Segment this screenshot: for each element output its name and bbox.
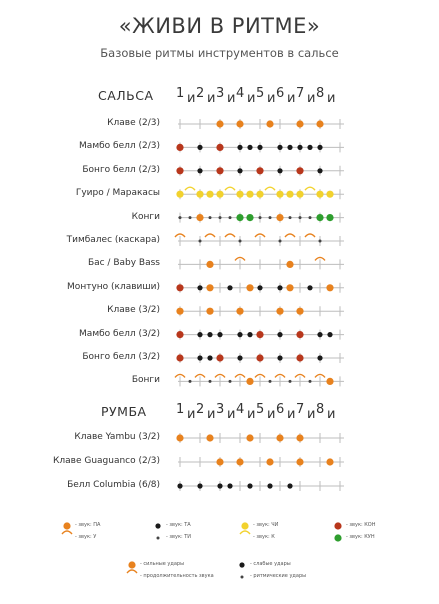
mark-ti: [219, 216, 222, 219]
mark-pa: [326, 458, 333, 465]
legend-pa: - звук: ПА: [75, 522, 101, 528]
beat-number: 5: [256, 86, 265, 101]
mark-pa: [316, 120, 323, 127]
mark-ti: [279, 240, 282, 243]
mark-ta: [247, 145, 252, 150]
row-label: Монтуно (клавиши): [67, 281, 160, 292]
legend-kun: - звук: КУН: [346, 534, 375, 540]
mark-ta: [197, 145, 202, 150]
mark-ta: [237, 355, 242, 360]
mark-ti: [259, 216, 262, 219]
mark-kon: [216, 144, 223, 151]
mark-ti: [241, 576, 244, 579]
mark-kon: [256, 167, 263, 174]
mark-ta: [257, 145, 262, 150]
beat-number: 1: [176, 402, 185, 417]
row-label: Клаве (2/3): [107, 118, 160, 128]
beat-number: 4: [236, 402, 245, 417]
mark-pa: [246, 434, 253, 441]
legend-chi: - звук: ЧИ: [253, 522, 279, 528]
mark-pa: [286, 284, 293, 291]
mark-kon: [256, 331, 263, 338]
beat-number: 5: [256, 402, 265, 417]
section-title-rumba: РУМБА: [101, 404, 147, 419]
mark-ta: [237, 168, 242, 173]
mark-chi: [246, 191, 253, 198]
row-label: Мамбо белл (2/3): [79, 141, 160, 152]
mark-ta: [217, 332, 222, 337]
mark-kon: [176, 284, 183, 291]
mark-ti: [289, 380, 292, 383]
beat-number: 1: [176, 86, 185, 101]
beat-and: и: [287, 407, 296, 422]
beat-and: и: [227, 407, 236, 422]
mark-pa: [276, 434, 283, 441]
mark-ta: [227, 285, 232, 290]
mark-ta: [317, 332, 322, 337]
mark-pa: [216, 120, 223, 127]
mark-k: [225, 187, 235, 190]
beat-and: и: [287, 91, 296, 106]
mark-ta: [239, 562, 244, 567]
mark-ta: [317, 168, 322, 173]
mark-ta: [317, 355, 322, 360]
mark-pa: [296, 308, 303, 315]
mark-chi: [216, 191, 223, 198]
legend-ta: - звук: ТА: [166, 522, 191, 528]
legend-rhythmic: - ритмические удары: [250, 573, 307, 579]
mark-ta: [247, 332, 252, 337]
mark-ta: [155, 523, 160, 528]
mark-chi: [236, 191, 243, 198]
page-title: «ЖИВИ В РИТМЕ»: [118, 14, 321, 38]
mark-ta: [277, 168, 282, 173]
mark-u: [305, 234, 315, 237]
mark-ta: [197, 355, 202, 360]
mark-k: [240, 531, 250, 534]
row-label: Тимбалес (каскара): [66, 235, 160, 245]
beat-number: 4: [236, 86, 245, 101]
beat-number: 8: [316, 402, 325, 417]
mark-pa: [176, 308, 183, 315]
mark-ta: [307, 145, 312, 150]
mark-ta: [287, 145, 292, 150]
mark-pa: [296, 458, 303, 465]
row-label: Клаве (3/2): [107, 305, 160, 316]
mark-chi: [256, 191, 263, 198]
mark-ta: [227, 483, 232, 488]
beat-number: 6: [276, 402, 285, 417]
mark-u: [285, 234, 295, 237]
legend-duration: - продолжительность звука: [140, 573, 214, 579]
mark-kon: [176, 354, 183, 361]
mark-pa: [206, 308, 213, 315]
row-label: Бонго белл (2/3): [82, 164, 160, 175]
beat-number: 7: [296, 86, 305, 101]
mark-ti: [189, 216, 192, 219]
mark-kon: [334, 522, 341, 529]
beat-and: и: [207, 407, 216, 422]
mark-pa: [128, 561, 135, 568]
mark-chi: [206, 191, 213, 198]
row-label: Клаве Yambu (3/2): [74, 432, 160, 442]
mark-ta: [207, 332, 212, 337]
mark-pa: [326, 378, 333, 385]
mark-ti: [179, 216, 182, 219]
mark-ti: [289, 216, 292, 219]
mark-ti: [199, 240, 202, 243]
beat-number: 8: [316, 86, 325, 101]
beat-and: и: [267, 91, 276, 106]
mark-chi: [196, 191, 203, 198]
mark-kon: [296, 331, 303, 338]
legend-u: - звук: У: [75, 534, 97, 540]
mark-pa: [196, 214, 203, 221]
beat-number: 3: [216, 86, 225, 101]
mark-ta: [277, 145, 282, 150]
mark-chi: [241, 522, 248, 529]
mark-pa: [276, 214, 283, 221]
beat-number: 3: [216, 402, 225, 417]
mark-pa: [206, 284, 213, 291]
beat-and: и: [207, 91, 216, 106]
legend-kon: - звук: КОН: [346, 522, 376, 528]
mark-u: [225, 234, 235, 237]
mark-ta: [287, 483, 292, 488]
mark-ta: [267, 483, 272, 488]
mark-chi: [296, 191, 303, 198]
mark-kon: [216, 354, 223, 361]
mark-kon: [256, 354, 263, 361]
mark-ti: [319, 240, 322, 243]
legend-ti: - звук: ТИ: [166, 534, 192, 540]
row-label: Бонги: [131, 375, 160, 386]
legend-weak: - слабые удары: [250, 561, 291, 567]
mark-u: [205, 234, 215, 237]
beat-and: и: [247, 91, 256, 106]
mark-ta: [237, 332, 242, 337]
mark-ti: [299, 216, 302, 219]
row-label: Бонго белл (3/2): [82, 352, 160, 362]
page-subtitle: Базовые ритмы инструментов в сальсе: [100, 46, 339, 60]
mark-ta: [317, 145, 322, 150]
beat-and: и: [307, 91, 316, 106]
beat-number: 6: [276, 86, 285, 101]
mark-pa: [246, 378, 253, 385]
mark-kon: [296, 167, 303, 174]
mark-pa: [236, 120, 243, 127]
mark-ta: [177, 483, 182, 488]
mark-kun: [326, 214, 333, 221]
beat-and: и: [307, 407, 316, 422]
mark-ta: [237, 145, 242, 150]
mark-ta: [277, 285, 282, 290]
mark-ti: [269, 216, 272, 219]
row-label: Мамбо белл (3/2): [79, 328, 160, 339]
beat-number: 2: [196, 86, 205, 101]
mark-ti: [229, 380, 232, 383]
mark-ti: [309, 380, 312, 383]
mark-u: [127, 570, 137, 573]
mark-pa: [276, 308, 283, 315]
mark-pa: [206, 434, 213, 441]
mark-kon: [216, 167, 223, 174]
beat-and: и: [267, 407, 276, 422]
mark-pa: [246, 284, 253, 291]
row-label: Бас / Baby Bass: [87, 258, 160, 269]
mark-ti: [209, 380, 212, 383]
row-label: Конги: [131, 211, 160, 222]
mark-ta: [257, 285, 262, 290]
row-label: Гуиро / Маракасы: [75, 188, 160, 199]
mark-pa: [286, 261, 293, 268]
mark-k: [265, 187, 275, 190]
mark-kon: [296, 354, 303, 361]
mark-chi: [176, 191, 183, 198]
mark-pa: [206, 261, 213, 268]
row-label: Белл Columbia (6/8): [67, 480, 160, 490]
mark-pa: [326, 284, 333, 291]
legend-strong: - сильные удары: [140, 561, 185, 567]
mark-ta: [217, 483, 222, 488]
beat-and: и: [327, 407, 336, 422]
mark-ti: [239, 240, 242, 243]
beat-and: и: [187, 407, 196, 422]
beat-number: 2: [196, 402, 205, 417]
mark-chi: [326, 191, 333, 198]
mark-chi: [286, 191, 293, 198]
mark-pa: [216, 458, 223, 465]
mark-ti: [269, 380, 272, 383]
mark-chi: [276, 191, 283, 198]
mark-ti: [189, 380, 192, 383]
mark-ta: [247, 483, 252, 488]
mark-kun: [236, 214, 243, 221]
mark-pa: [176, 434, 183, 441]
mark-ta: [297, 145, 302, 150]
mark-ti: [157, 537, 160, 540]
mark-kon: [176, 331, 183, 338]
mark-kun: [316, 214, 323, 221]
mark-ta: [277, 355, 282, 360]
beat-and: и: [187, 91, 196, 106]
mark-ti: [209, 216, 212, 219]
mark-ta: [197, 332, 202, 337]
mark-ta: [197, 483, 202, 488]
mark-ta: [207, 355, 212, 360]
mark-pa: [63, 522, 70, 529]
mark-kon: [176, 144, 183, 151]
mark-kun: [246, 214, 253, 221]
mark-chi: [316, 191, 323, 198]
mark-pa: [266, 458, 273, 465]
mark-pa: [266, 120, 273, 127]
section-title-salsa: САЛЬСА: [98, 88, 154, 103]
mark-pa: [296, 120, 303, 127]
beat-number: 7: [296, 402, 305, 417]
mark-ta: [327, 332, 332, 337]
mark-u: [62, 531, 72, 534]
mark-kun: [334, 534, 341, 541]
mark-ta: [197, 285, 202, 290]
beat-and: и: [247, 407, 256, 422]
mark-pa: [236, 458, 243, 465]
legend-k: - звук: К: [253, 534, 275, 540]
mark-kon: [176, 167, 183, 174]
mark-ta: [197, 168, 202, 173]
mark-pa: [236, 308, 243, 315]
beat-and: и: [227, 91, 236, 106]
mark-ta: [307, 285, 312, 290]
beat-and: и: [327, 91, 336, 106]
mark-ta: [277, 332, 282, 337]
mark-ti: [309, 216, 312, 219]
row-label: Клаве Guaguanco (2/3): [52, 456, 160, 466]
mark-ti: [229, 216, 232, 219]
mark-k: [305, 187, 315, 190]
mark-pa: [296, 434, 303, 441]
mark-k: [185, 187, 195, 190]
